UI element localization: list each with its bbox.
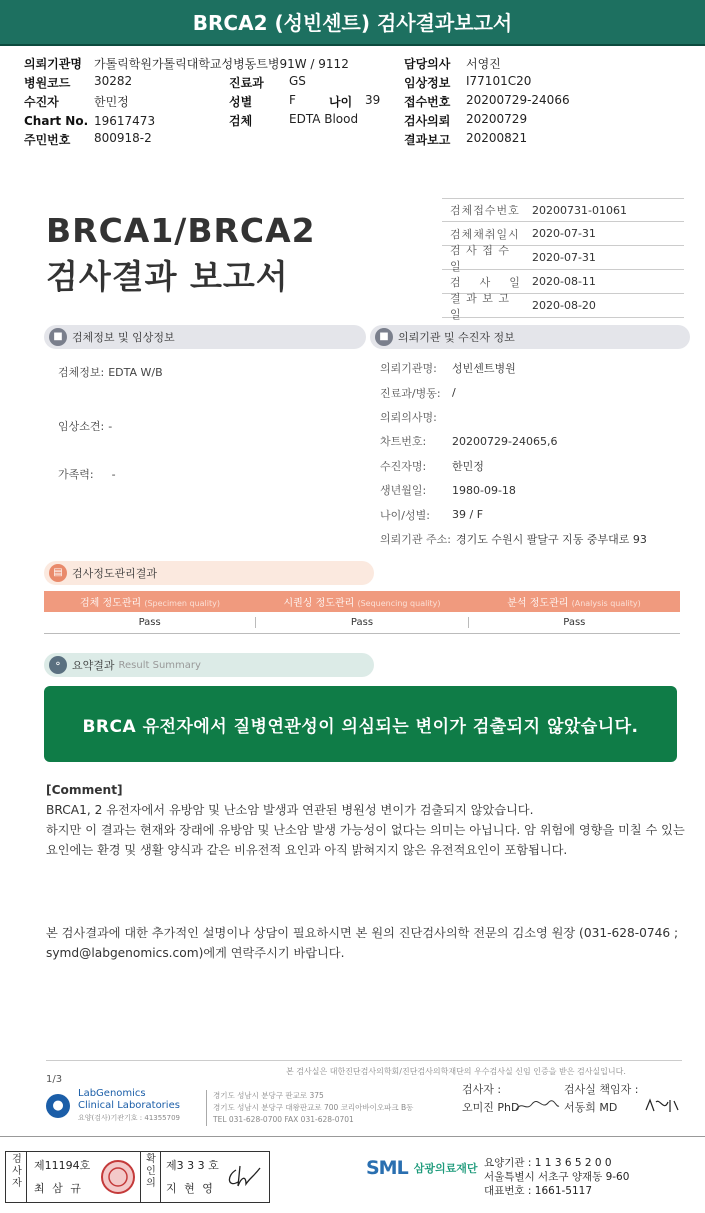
hdr-label: 주민번호 [24,133,71,147]
qc-header-ko: 분석 정도관리 [507,598,569,609]
date-value: 2020-07-31 [532,251,596,264]
institution-address: 서울특별시 서초구 양재동 9-60 [484,1171,630,1183]
confirm-signature [224,1162,264,1192]
client-value: 성빈센트병원 [452,362,516,376]
qc-header-cell [44,594,256,609]
section-qc-header [44,561,374,585]
hdr-label: 병원코드 [24,76,71,90]
date-label: 검체채취일시 [450,227,520,241]
qc-header-cell [468,594,680,609]
report-title-line2: 검사결과 보고서 [46,257,289,296]
hdr-value: 20200729-24066 [466,93,570,107]
report-title-line1: BRCA1/BRCA2 [46,211,316,250]
client-label: 의뢰의사명: [380,410,437,424]
hdr-label: 담당의사 [404,57,451,71]
lab-address [206,1090,413,1126]
hdr-label: 검사의뢰 [404,114,451,128]
client-label: 생년월일: [380,484,427,498]
section-client-title: 의뢰기관 및 수진자 정보 [398,331,515,344]
sml-name: 삼광의료재단 [413,1162,478,1175]
footer-divider [46,1060,682,1061]
clinical-label: 임상소견: [58,420,105,433]
section-summary-header [44,653,374,677]
age-value: 39 [365,93,381,107]
hdr-label: 진료과 [229,76,264,90]
tester-signature [514,1098,560,1114]
lab-name-line1: LabGenomics [78,1088,146,1099]
tester-license: 제11194호 [34,1159,91,1172]
labgenomics-logo-icon: ● [46,1094,70,1118]
institution-phone: 대표번호 : 1661-5117 [484,1185,593,1197]
director-signature [644,1096,682,1116]
bottom-divider [0,1136,705,1137]
lab-address-line: 경기도 성남시 분당구 판교로 375 [213,1091,324,1100]
report-title [46,208,316,300]
clinical-field [58,418,112,434]
client-label: 나이/성별: [380,508,430,522]
confirm-license: 제3 3 3 호 [166,1159,219,1172]
embedded-report-page [0,168,705,1138]
hdr-value: GS [289,74,306,88]
qc-header-ko: 시퀀싱 정도관리 [283,598,355,609]
qc-header-row [44,591,680,612]
hdr-label: 의뢰기관명 [24,57,82,71]
result-summary-banner: BRCA 유전자에서 질병연관성이 의심되는 변이가 검출되지 않았습니다. [44,686,677,762]
seal-stamp [100,1159,136,1195]
hdr-value: 20200821 [466,131,528,145]
qc-table [44,591,680,634]
comment-title: [Comment] [46,783,123,797]
institution-code: 요양기관 : 1 1 3 6 5 2 0 0 [484,1157,612,1169]
lab-logo-block [46,1088,180,1124]
section-summary-subtitle: Result Summary [118,659,201,671]
patient-header [24,54,694,149]
tester-vertical-label: 검사자 [12,1154,22,1189]
page-number: 1/3 [46,1074,63,1085]
lab-address-line: TEL 031-628-0700 FAX 031-628-0701 [213,1115,354,1124]
comment-block [46,780,691,860]
stamp-box [5,1151,270,1203]
institution-info [484,1156,629,1198]
lock-icon: ■ [375,328,393,346]
date-label: 검체접수번호 [450,204,520,217]
hdr-value: 서영진 [466,57,501,71]
client-value: 39 / F [452,508,484,522]
client-label: 의뢰기관명: [380,362,437,376]
date-value: 2020-08-20 [532,299,596,312]
client-value: 20200729-24065,6 [452,434,558,448]
family-label: 가족력: [58,468,94,481]
tester-stamp-name: 최 삼 규 [34,1182,83,1195]
specimen-field [58,364,163,380]
certification-note: 본 검사실은 대한진단검사의학회/진단검사의학재단의 우수검사실 신임 인증을 받은 검사실입니다. [286,1067,626,1076]
hdr-label: 결과보고 [404,133,451,147]
hdr-label: 성별 [229,95,253,109]
lock-icon: ■ [49,328,67,346]
qc-header-ko: 검체 정도관리 [80,598,142,609]
signers [462,1080,638,1116]
comment-line: 하지만 이 결과는 현재와 장래에 유방암 및 난소암 발생 가능성이 없다는 의미는 아닙니다. 암 위험에 영향을 미칠 수 있는 요인에는 환경 및 생활 양식과 같은 비유전적 요인과 아직 밝혀지지 않은 유전적요인이 포함됩니다. [46,823,685,857]
client-value: 한민정 [452,459,484,473]
bottom-certification [0,1143,705,1213]
sml-logo [366,1157,477,1179]
qc-value: Pass [563,617,586,628]
qc-value-row [44,612,680,634]
hdr-value: 30282 [94,74,133,88]
client-label: 차트번호: [380,435,427,449]
section-client-header [370,325,690,349]
hdr-value: 가톨릭학원가톨릭대학교성 [94,57,234,71]
section-specimen-header [44,325,366,349]
clinical-value: - [108,420,113,433]
confirm-stamp-name: 지 현 영 [166,1182,215,1195]
hdr-label: 임상정보 [404,76,451,90]
hdr-label: Chart No. [24,113,89,128]
confirm-vertical-label: 확인의 [146,1154,156,1189]
hdr-label: 접수번호 [404,95,451,109]
date-label: 결 과 보 고 일 [450,291,510,321]
section-summary-title: 요약결과 [72,659,115,672]
date-label: 검 사 접 수 일 [450,243,510,273]
qc-value: Pass [256,617,468,628]
client-label: 의뢰기관 주소: [380,532,451,546]
family-field [58,466,116,482]
date-label: 검 사 일 [450,275,521,289]
tester-label: 검사자 : [462,1083,502,1096]
qc-header-cell [256,594,468,609]
family-value: - [111,468,116,481]
date-table [442,198,684,321]
qc-value: Pass [44,617,256,628]
comment-line: BRCA1, 2 유전자에서 유방암 및 난소암 발생과 연관된 병원성 변이가 검출되지 않았습니다. [46,803,534,817]
contact-text: 본 검사결과에 대한 추가적인 설명이나 상담이 필요하시면 본 원의 진단검사의학 전문의 김소영 원장 (031-628-0746 ; symd@labgenomics.com)에게 연락주시기 바랍니다. [46,926,679,960]
date-value: 2020-07-31 [532,227,596,240]
hdr-value: 20200729 [466,112,528,126]
hdr-label: 검체 [229,114,253,128]
director-name: 서동희 MD [564,1101,618,1114]
section-specimen-title: 검체정보 및 임상정보 [72,331,175,344]
client-value: 경기도 수원시 팔달구 지동 중부대로 93 [456,532,647,546]
hdr-value: F [289,93,296,107]
director-label: 검사실 책임자 : [564,1083,639,1096]
age-label: 나이 [329,95,353,109]
specimen-label: 검체정보: [58,366,105,379]
hdr-value: EDTA Blood [289,112,359,126]
date-value: 2020-08-11 [532,275,596,288]
qc-header-en: (Analysis quality) [571,599,641,608]
qc-header-en: (Specimen quality) [144,599,220,608]
client-value: 1980-09-18 [452,483,516,497]
specimen-value: EDTA W/B [108,366,163,379]
lab-address-line: 경기도 성남시 분당구 대왕판교로 700 코리아바이오파크 B동 [213,1103,414,1112]
hdr-value: 한민정 [94,95,129,109]
client-label: 수진자명: [380,459,427,473]
ward-value: 병동트병91W / 9112 [233,57,349,71]
ribbon-icon: ⚬ [49,656,67,674]
client-label: 진료과/병동: [380,386,441,400]
date-value: 20200731-01061 [532,203,627,217]
client-info [380,356,647,551]
hdr-value: I77101C20 [466,74,532,88]
report-header-title: BRCA2 (성빈센트) 검사결과보고서 [0,0,705,46]
sml-logo-mark: SML [366,1157,408,1179]
hdr-value: 800918-2 [94,131,152,145]
tester-name: 오미진 PhD [462,1101,520,1114]
qc-header-en: (Sequencing quality) [357,599,441,608]
lab-name-line2: Clinical Laboratories [78,1100,180,1111]
hdr-label: 수진자 [24,95,59,109]
hdr-value: 19617473 [94,113,156,128]
lab-name [78,1088,180,1124]
lab-code: 요양(검사)기관기호 : 41355709 [78,1114,180,1122]
section-qc-title: 검사정도관리결과 [72,567,158,580]
clipboard-icon: ▤ [49,564,67,582]
client-value: / [452,386,456,400]
